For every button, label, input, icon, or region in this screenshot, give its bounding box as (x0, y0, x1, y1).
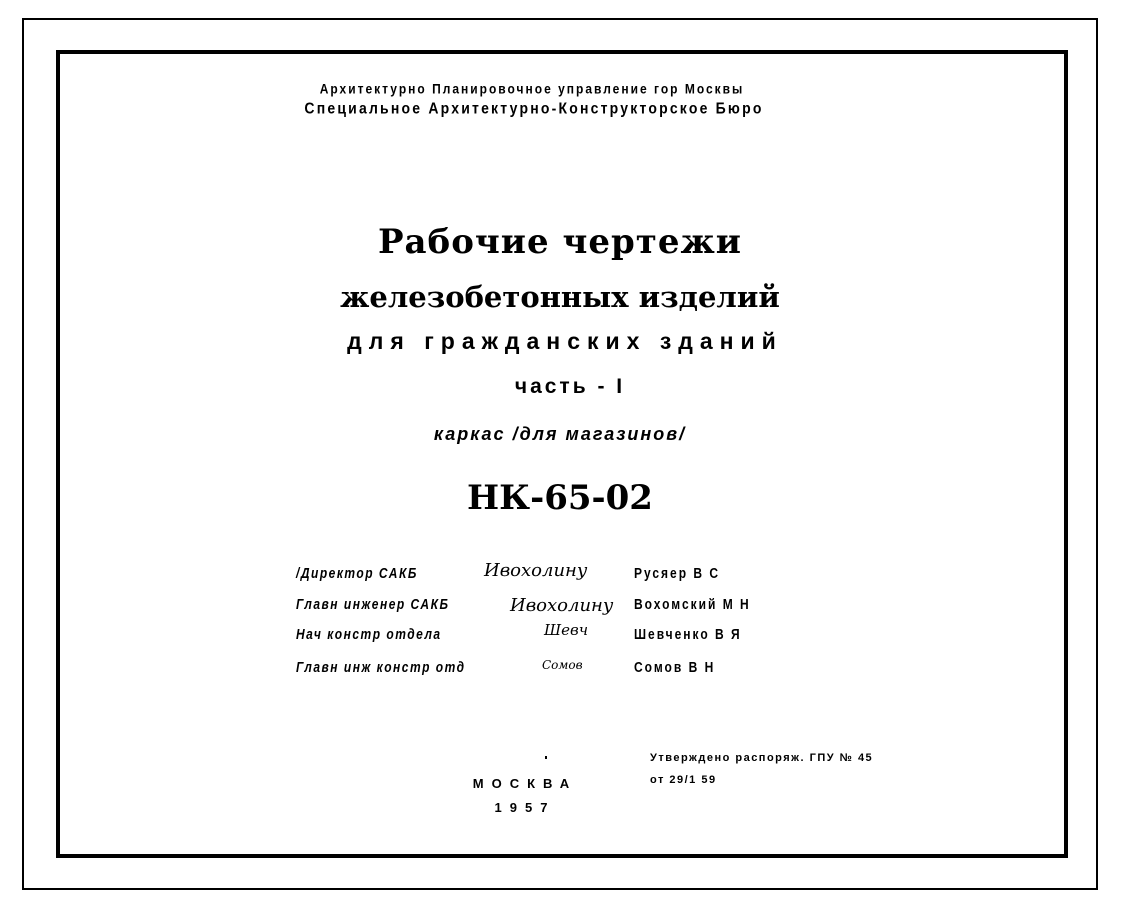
part-number: часть - I (514, 375, 626, 398)
handwritten-signature: Ивохолину (484, 560, 588, 581)
signature-row-head-of-department (296, 623, 796, 647)
approval-note: Утверждено распоряж. ГПУ № 45 (650, 752, 874, 764)
position-label: Главн инженер САКБ (296, 595, 450, 613)
position-label: Нач констр отдела (296, 625, 442, 643)
signature-row-chief-engineer (296, 593, 796, 617)
signer-name: Вохомский М Н (634, 595, 751, 613)
signer-name: Русяер В С (634, 564, 721, 582)
year: 1957 (494, 800, 556, 815)
handwritten-signature: Сомов (542, 658, 583, 672)
organization-line-1: Архитектурно Планировочное управление гор Москвы (319, 80, 745, 98)
handwritten-signature: Ивохолину (510, 595, 614, 616)
handwritten-signature: Шевч (544, 621, 589, 639)
signer-name: Шевченко В Я (634, 625, 742, 643)
inner-border (56, 50, 1068, 858)
title-working-drawings: Рабочие чертежи (377, 222, 743, 262)
approval-date: от 29/1 59 (650, 774, 717, 786)
position-label: Главн инж констр отд (296, 658, 466, 676)
subject-frame: каркас /для магазинов/ (433, 424, 687, 444)
series-code: НК-65-02 (467, 478, 653, 518)
organization-line-2: Специальное Архитектурно-Конструкторское Бюро (304, 99, 764, 117)
position-label: /Директор САКБ (296, 564, 418, 582)
city: МОСКВА (472, 776, 578, 791)
signature-row-chief-design-engineer (296, 656, 796, 680)
signer-name: Сомов В Н (634, 658, 716, 676)
title-civil-buildings: для гражданских зданий (347, 328, 783, 354)
ink-mark (545, 756, 547, 759)
title-reinforced-concrete-products: железобетонных изделий (340, 280, 780, 314)
signature-row-director (296, 562, 796, 586)
